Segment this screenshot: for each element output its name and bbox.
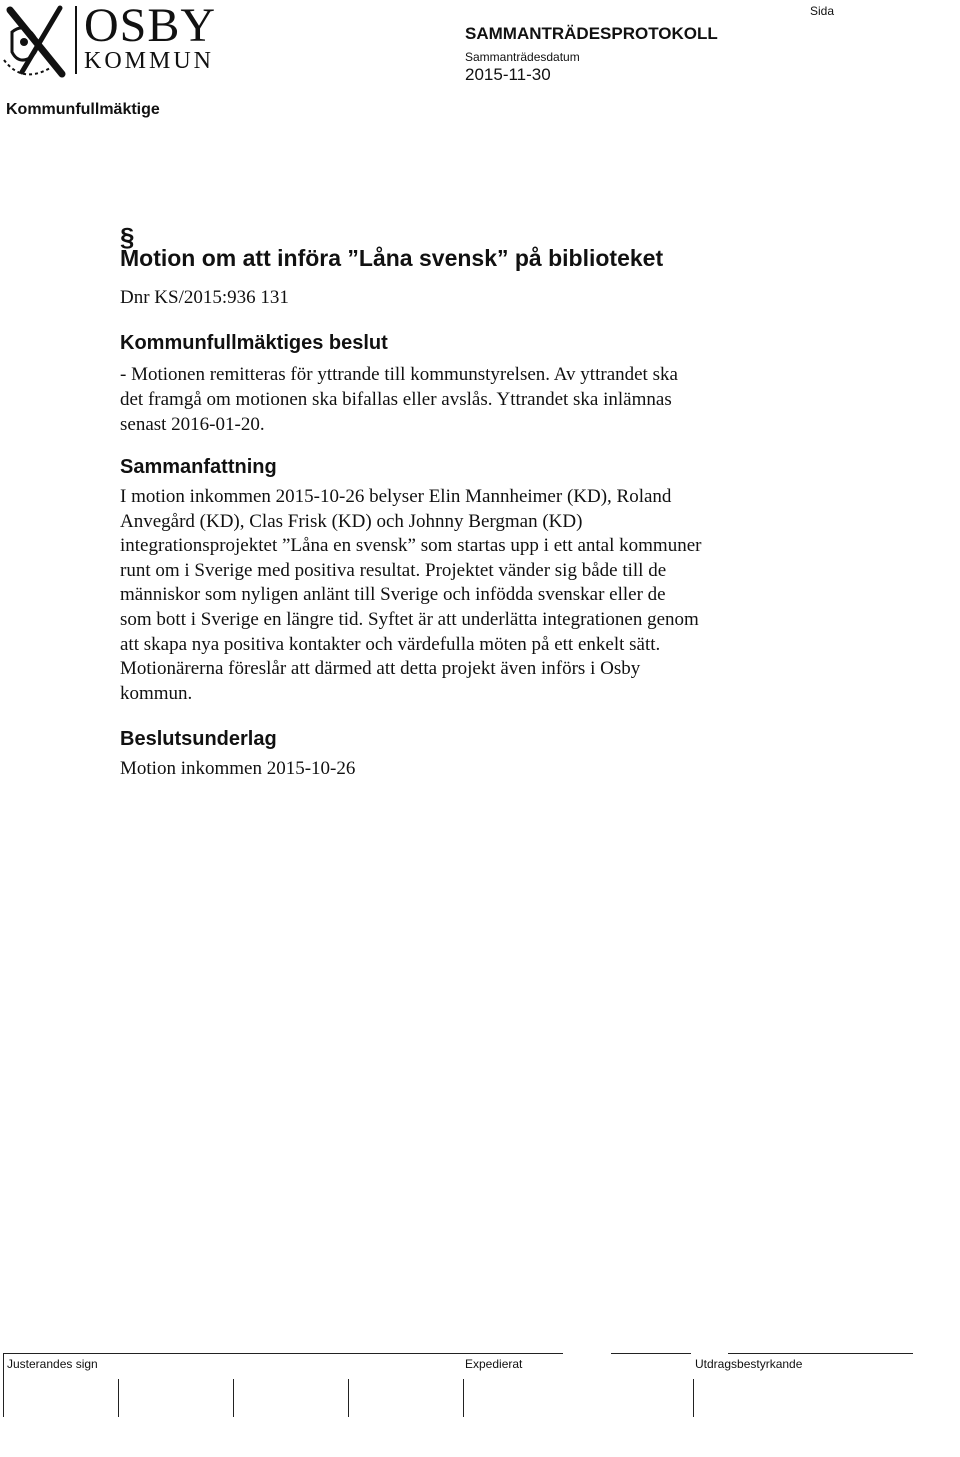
- logo-subname: KOMMUN: [84, 48, 215, 74]
- page-label: Sida: [810, 4, 835, 18]
- document-type: SAMMANTRÄDESPROTOKOLL: [465, 24, 718, 43]
- decision-text: [120, 362, 800, 437]
- signature-box-divider: [348, 1379, 349, 1417]
- decision-line: senast 2016-01-20.: [120, 414, 265, 435]
- summary-line: att skapa nya positiva kontakter och värdefulla möten på ett enkelt sätt.: [120, 633, 661, 655]
- summary-line: runt om i Sverige med positiva resultat. Projektet vänder sig både till de: [120, 559, 667, 581]
- summary-heading: Sammanfattning: [120, 456, 277, 478]
- summary-line: integrationsprojektet ”Låna en svensk” som startas upp i ett antal kommuner: [120, 535, 702, 557]
- summary-line: kommun.: [120, 682, 193, 704]
- decision-line: det framgå om motionen ska bifallas eller avslås. Yttrandet ska inlämnas: [120, 389, 672, 410]
- summary-line: I motion inkommen 2015-10-26 belyser Elin Mannheimer (KD), Roland: [120, 486, 672, 507]
- date-label: Sammanträdesdatum: [465, 50, 580, 64]
- decision-heading: Kommunfullmäktiges beslut: [120, 332, 388, 354]
- section-mark: §: [120, 222, 135, 252]
- meeting-date: 2015-11-30: [465, 65, 551, 84]
- logo-divider: [75, 6, 77, 74]
- summary-line: människor som nyligen anlänt till Sverige och infödda svenskar eller de: [120, 584, 666, 606]
- signature-box-divider: [693, 1379, 694, 1417]
- utdragsbestyrkande-label: Utdragsbestyrkande: [695, 1357, 803, 1371]
- summary-line: Motionärerna föreslår att därmed att detta projekt även införs i Osby: [120, 658, 641, 680]
- osby-logo-icon: [2, 2, 72, 82]
- footer-rule: [611, 1353, 691, 1354]
- footer-rule: [728, 1353, 913, 1354]
- basis-text: Motion inkommen 2015-10-26: [120, 758, 356, 779]
- signature-footer: [3, 1353, 923, 1421]
- page-title: Motion om att införa ”Låna svensk” på biblioteket: [120, 245, 664, 271]
- logo-name: OSBY: [84, 0, 217, 52]
- dnr-number: Dnr KS/2015:936 131: [120, 287, 289, 308]
- summary-line: som bott i Sverige en längre tid. Syftet är att underlätta integrationen genom: [120, 608, 699, 630]
- decision-line: - Motionen remitteras för yttrande till kommunstyrelsen. Av yttrandet ska: [120, 364, 678, 385]
- basis-heading: Beslutsunderlag: [120, 728, 277, 750]
- footer-rule: [3, 1353, 563, 1354]
- summary-line: Anvegård (KD), Clas Frisk (KD) och Johnny Bergman (KD): [120, 510, 583, 532]
- footer-rule: [3, 1353, 4, 1417]
- justerandes-sign-label: Justerandes sign: [7, 1357, 98, 1371]
- signature-box-divider: [233, 1379, 234, 1417]
- summary-text: [120, 485, 810, 706]
- signature-box-divider: [463, 1379, 464, 1417]
- signature-box-divider: [118, 1379, 119, 1417]
- expedierat-label: Expedierat: [465, 1357, 523, 1371]
- committee-name: Kommunfullmäktige: [6, 101, 160, 118]
